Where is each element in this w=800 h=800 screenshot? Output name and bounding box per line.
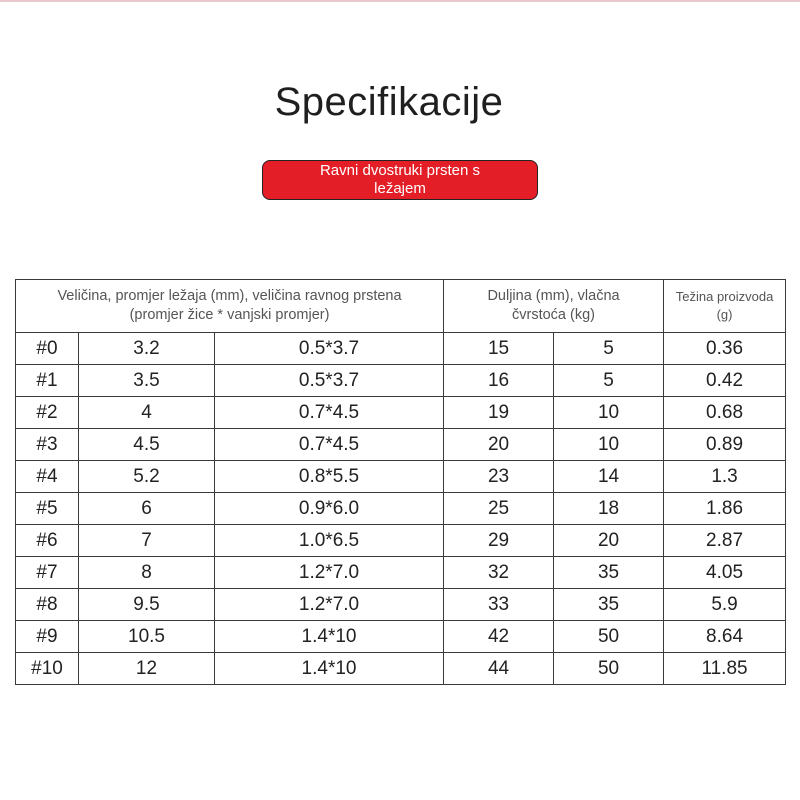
ring-size-cell: 0.5*3.7 (215, 333, 444, 365)
length-cell: 42 (444, 621, 554, 653)
bearing-diameter-cell: 7 (79, 525, 215, 557)
length-group-header: Duljina (mm), vlačna čvrstoća (kg) (444, 280, 664, 333)
specification-table (15, 279, 786, 685)
table-body (16, 333, 786, 685)
tensile-strength-cell: 20 (554, 525, 664, 557)
tensile-strength-cell: 5 (554, 333, 664, 365)
size-cell: #1 (16, 365, 79, 397)
table-row (16, 621, 786, 653)
bearing-diameter-cell: 10.5 (79, 621, 215, 653)
bearing-diameter-cell: 4 (79, 397, 215, 429)
weight-cell: 0.36 (664, 333, 786, 365)
length-cell: 23 (444, 461, 554, 493)
table-row (16, 493, 786, 525)
weight-cell: 8.64 (664, 621, 786, 653)
bearing-diameter-cell: 8 (79, 557, 215, 589)
table-row (16, 653, 786, 685)
length-cell: 20 (444, 429, 554, 461)
size-cell: #10 (16, 653, 79, 685)
ring-size-cell: 1.0*6.5 (215, 525, 444, 557)
product-type-badge: Ravni dvostruki prsten s ležajem (262, 160, 538, 200)
length-cell: 15 (444, 333, 554, 365)
weight-cell: 2.87 (664, 525, 786, 557)
top-divider (0, 0, 800, 2)
size-cell: #2 (16, 397, 79, 429)
tensile-strength-cell: 5 (554, 365, 664, 397)
length-cell: 19 (444, 397, 554, 429)
ring-size-cell: 0.5*3.7 (215, 365, 444, 397)
weight-cell: 5.9 (664, 589, 786, 621)
tensile-strength-cell: 18 (554, 493, 664, 525)
table-row (16, 333, 786, 365)
length-cell: 44 (444, 653, 554, 685)
length-cell: 32 (444, 557, 554, 589)
page-title: Specifikacije (274, 80, 504, 124)
weight-cell: 0.89 (664, 429, 786, 461)
bearing-diameter-cell: 3.2 (79, 333, 215, 365)
weight-cell: 0.68 (664, 397, 786, 429)
bearing-diameter-cell: 5.2 (79, 461, 215, 493)
length-cell: 25 (444, 493, 554, 525)
size-cell: #5 (16, 493, 79, 525)
size-cell: #0 (16, 333, 79, 365)
size-cell: #6 (16, 525, 79, 557)
size-cell: #3 (16, 429, 79, 461)
ring-size-cell: 1.2*7.0 (215, 589, 444, 621)
size-group-header: Veličina, promjer ležaja (mm), veličina ravnog prstena (promjer žice * vanjski promjer) (16, 280, 444, 333)
weight-cell: 0.42 (664, 365, 786, 397)
ring-size-cell: 1.4*10 (215, 653, 444, 685)
table-row (16, 461, 786, 493)
size-cell: #7 (16, 557, 79, 589)
tensile-strength-cell: 35 (554, 557, 664, 589)
bearing-diameter-cell: 4.5 (79, 429, 215, 461)
length-cell: 16 (444, 365, 554, 397)
table-row (16, 365, 786, 397)
table-row (16, 429, 786, 461)
weight-cell: 11.85 (664, 653, 786, 685)
tensile-strength-cell: 35 (554, 589, 664, 621)
bearing-diameter-cell: 6 (79, 493, 215, 525)
tensile-strength-cell: 10 (554, 429, 664, 461)
size-cell: #9 (16, 621, 79, 653)
weight-cell: 4.05 (664, 557, 786, 589)
tensile-strength-cell: 50 (554, 621, 664, 653)
bearing-diameter-cell: 12 (79, 653, 215, 685)
tensile-strength-cell: 50 (554, 653, 664, 685)
tensile-strength-cell: 10 (554, 397, 664, 429)
table-row (16, 525, 786, 557)
weight-cell: 1.86 (664, 493, 786, 525)
table-row (16, 397, 786, 429)
length-cell: 29 (444, 525, 554, 557)
size-cell: #8 (16, 589, 79, 621)
ring-size-cell: 0.7*4.5 (215, 397, 444, 429)
length-cell: 33 (444, 589, 554, 621)
size-cell: #4 (16, 461, 79, 493)
ring-size-cell: 0.9*6.0 (215, 493, 444, 525)
weight-header: Težina proizvoda (g) (664, 280, 786, 333)
table-row (16, 557, 786, 589)
ring-size-cell: 1.2*7.0 (215, 557, 444, 589)
ring-size-cell: 1.4*10 (215, 621, 444, 653)
ring-size-cell: 0.7*4.5 (215, 429, 444, 461)
ring-size-cell: 0.8*5.5 (215, 461, 444, 493)
table-row (16, 589, 786, 621)
tensile-strength-cell: 14 (554, 461, 664, 493)
table-header-row (16, 280, 786, 333)
bearing-diameter-cell: 3.5 (79, 365, 215, 397)
bearing-diameter-cell: 9.5 (79, 589, 215, 621)
weight-cell: 1.3 (664, 461, 786, 493)
